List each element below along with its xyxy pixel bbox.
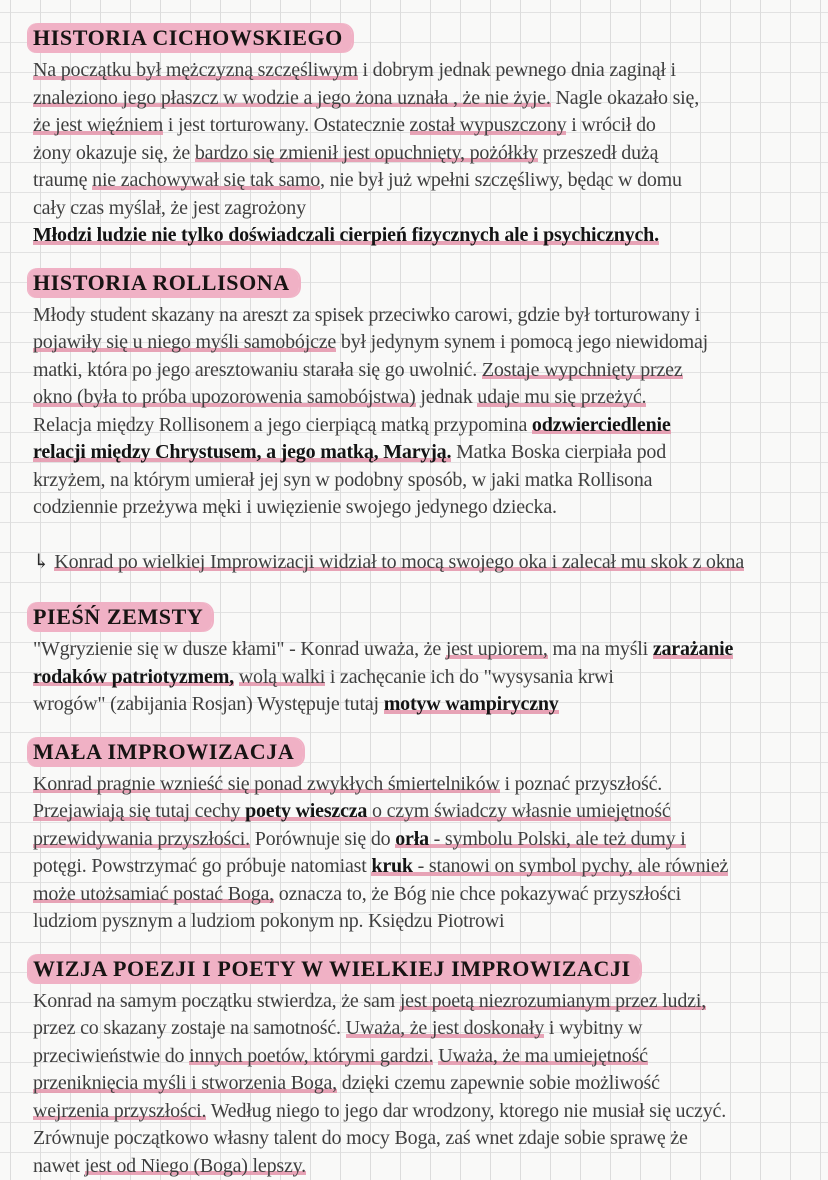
text-segment: codziennie przeżywa męki i uwięzienie swojego jedynego dziecka.: [33, 496, 557, 518]
note-line: [33, 549, 818, 577]
text-segment: krzyżem, na którym umierał jej syn w podobny sposób, w jaki matka Rollisona: [33, 469, 652, 491]
text-line: [33, 57, 818, 85]
notes-section: [33, 603, 818, 719]
text-segment: Zrównuje początkowo własny talent do mocy Boga, zaś wnet zdaje sobie sprawę że: [33, 1127, 688, 1149]
notes-section: [33, 738, 818, 936]
text-segment: Konrad pragnie wznieść się ponad zwykłych śmiertelników: [33, 773, 500, 796]
text-line: [33, 494, 818, 522]
text-segment: Uważa, że ma umiejętność: [438, 1045, 648, 1068]
text-segment: Przejawiają się tutaj cechy: [33, 800, 245, 823]
text-segment: Nagle okazało się,: [551, 87, 699, 109]
arrow-down-right-icon: ↳: [33, 551, 54, 573]
text-segment: Matka Boska cierpiała pod: [451, 441, 666, 463]
text-line: [33, 1070, 818, 1098]
text-segment: znaleziono jego płaszcz w wodzie a jego żona uznała , że nie żyje.: [33, 87, 551, 110]
text-line: [33, 881, 818, 909]
section-heading: [33, 738, 818, 766]
text-line: [33, 1125, 818, 1153]
notes-section: [33, 24, 818, 250]
text-segment: wejrzenia przyszłości.: [33, 1100, 206, 1123]
text-segment: udaje mu się przeżyć.: [477, 386, 646, 409]
heading-highlight: WIZJA POEZJI I POETY W WIELKIEJ IMPROWIZACJI: [28, 954, 640, 984]
text-segment: o czym świadczy własnie umiejętność: [367, 800, 670, 823]
text-segment: innych poetów, którymi gardzi.: [189, 1045, 433, 1068]
text-segment: - stanowi on symbol pychy, ale również: [413, 855, 728, 878]
text-segment: kruk: [371, 855, 412, 878]
notes-section: [33, 955, 818, 1180]
text-segment: potęgi. Powstrzymać go próbuje natomiast: [33, 855, 371, 877]
margin-note: [33, 549, 818, 577]
text-line: [33, 636, 818, 664]
text-segment: i zachęcanie ich do "wysysania krwi: [325, 666, 614, 688]
text-segment: jest upiorem,: [446, 638, 548, 661]
text-segment: jednak: [416, 386, 478, 408]
text-segment: okno (była to próba upozorowenia samobójstwa): [33, 386, 416, 409]
text-segment: Konrad na samym początku stwierdza, że sam: [33, 990, 400, 1012]
text-segment: że jest więźniem: [33, 114, 163, 137]
text-segment: pojawiły się u niego myśli samobójcze: [33, 331, 336, 354]
text-segment: cały czas myślał, że jest zagrożony: [33, 197, 306, 219]
text-segment: orła: [395, 828, 429, 851]
text-segment: Zostaje wypchnięty przez: [482, 359, 683, 382]
text-segment: Uważa, że jest doskonały: [346, 1017, 544, 1040]
text-segment: przeciwieństwie do: [33, 1045, 189, 1067]
text-segment: przewidywania przyszłości.: [33, 828, 250, 851]
text-segment: oznacza to, że Bóg nie chce pokazywać przyszłości: [274, 883, 681, 905]
text-segment: może utożsamiać postać Boga,: [33, 883, 274, 906]
text-segment: "Wgryzienie się w dusze kłami" - Konrad uważa, że: [33, 638, 446, 660]
text-line: [33, 140, 818, 168]
text-line: [33, 329, 818, 357]
heading-highlight: HISTORIA CICHOWSKIEGO: [28, 23, 352, 53]
text-segment: traumę: [33, 169, 92, 191]
text-line: [33, 664, 818, 692]
text-segment: - symbolu Polski, ale też dumy i: [429, 828, 686, 851]
text-segment: był jedynym synem i pomocą jego niewidomaj: [336, 331, 708, 353]
text-segment: nie zachowywał się tak samo: [92, 169, 320, 192]
text-segment: relacji między Chrystusem, a jego matką, Maryją.: [33, 441, 451, 464]
text-line: [33, 195, 818, 223]
text-line: [33, 167, 818, 195]
text-line: [33, 988, 818, 1016]
text-line: [33, 1043, 818, 1071]
text-segment: Na początku był mężczyzną szczęśliwym: [33, 59, 358, 82]
text-segment: Młodzi ludzie nie tylko doświadczali cierpień fizycznych ale i psychicznych.: [33, 224, 659, 247]
text-line: [33, 691, 818, 719]
text-segment: jest od Niego (Boga) lepszy.: [85, 1155, 306, 1178]
text-segment: i wybitny w: [544, 1017, 642, 1039]
heading-highlight: MAŁA IMPROWIZACJA: [28, 737, 303, 767]
text-line: [33, 908, 818, 936]
text-line: [33, 412, 818, 440]
text-line: [33, 85, 818, 113]
text-line: [33, 1098, 818, 1126]
text-segment: zarażanie: [653, 638, 733, 661]
text-segment: Konrad po wielkiej Improwizacji widział to mocą swojego oka i zalecał mu skok z okna: [54, 551, 744, 574]
text-segment: jest poetą niezrozumianym przez ludzi,: [400, 990, 706, 1013]
text-segment: i dobrym jednak pewnego dnia zaginął i: [358, 59, 676, 81]
text-segment: przez co skazany zostaje na samotność.: [33, 1017, 346, 1039]
text-segment: ludziom pysznym a ludziom pokonym np. Księdzu Piotrowi: [33, 910, 504, 932]
text-line: [33, 439, 818, 467]
text-line: [33, 771, 818, 799]
heading-highlight: HISTORIA ROLLISONA: [28, 268, 299, 298]
text-line: [33, 1015, 818, 1043]
text-segment: i poznać przyszłość.: [500, 773, 662, 795]
notes-section: [33, 269, 818, 522]
text-segment: poety wieszcza: [245, 800, 367, 823]
text-segment: , nie był już wpełni szczęśliwy, będąc w domu: [320, 169, 682, 191]
text-segment: odzwierciedlenie: [532, 414, 671, 437]
text-segment: Porównuje się do: [250, 828, 395, 850]
text-line: [33, 112, 818, 140]
text-segment: żony okazuje się, że: [33, 142, 195, 164]
text-segment: został wypuszczony: [410, 114, 567, 137]
text-line: [33, 302, 818, 330]
text-line: [33, 357, 818, 385]
section-heading: [33, 24, 818, 52]
text-segment: wolą walki: [239, 666, 325, 689]
text-segment: motyw wampiryczny: [384, 693, 559, 716]
text-segment: Młody student skazany na areszt za spisek przeciwko carowi, gdzie był torturowany i: [33, 304, 700, 326]
text-segment: rodaków patriotyzmem,: [33, 666, 234, 689]
text-segment: dzięki czemu zapewnie sobie możliwość: [337, 1072, 660, 1094]
section-heading: [33, 603, 818, 631]
text-segment: nawet: [33, 1155, 85, 1177]
text-segment: wrogów" (zabijania Rosjan) Występuje tutaj: [33, 693, 384, 715]
text-line: [33, 798, 818, 826]
text-segment: bardzo się zmienił jest opuchnięty, pożółkły: [195, 142, 538, 165]
section-heading: [33, 269, 818, 297]
text-line: [33, 384, 818, 412]
text-line: [33, 826, 818, 854]
text-line: [33, 1153, 818, 1180]
heading-highlight: PIEŚŃ ZEMSTY: [28, 602, 212, 632]
section-heading: [33, 955, 818, 983]
text-segment: Relacja między Rollisonem a jego cierpiącą matką przypomina: [33, 414, 532, 436]
text-line: [33, 222, 818, 250]
text-segment: matki, która po jego aresztowaniu starała się go uwolnić.: [33, 359, 482, 381]
text-line: [33, 853, 818, 881]
text-segment: ma na myśli: [548, 638, 653, 660]
text-segment: Według niego to jego dar wrodzony, ktorego nie musiał się uczyć.: [206, 1100, 726, 1122]
text-segment: i wrócił do: [566, 114, 655, 136]
text-segment: przeniknięcia myśli i stworzenia Boga,: [33, 1072, 337, 1095]
text-segment: i jest torturowany. Ostatecznie: [163, 114, 409, 136]
text-line: [33, 467, 818, 495]
text-segment: przeszedł dużą: [538, 142, 658, 164]
